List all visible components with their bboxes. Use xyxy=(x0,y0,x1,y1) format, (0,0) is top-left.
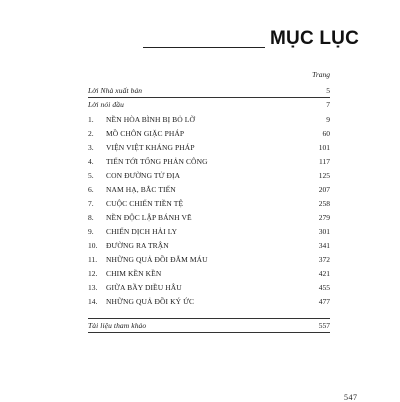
chapter-title: ĐƯỜNG RA TRẬN xyxy=(106,241,169,250)
toc-entry-title: Tài liệu tham khảo xyxy=(88,321,147,330)
chapter-title: VIỆN VIỆT KHÁNG PHÁP xyxy=(106,143,195,152)
chapter-title: GIỮA BẦY DIỀU HÂU xyxy=(106,283,182,292)
toc-entry-page: 557 xyxy=(318,321,330,330)
chapter-title: NỀN ĐỘC LẬP BÁNH VẼ xyxy=(106,213,192,222)
chapter-page: 101 xyxy=(318,143,330,152)
heading-rule xyxy=(143,47,265,48)
chapter-title: CON ĐƯỜNG TỬ ĐỊA xyxy=(106,171,181,180)
chapter-page: 60 xyxy=(322,129,330,138)
chapter-page: 258 xyxy=(318,199,330,208)
chapter-number: 7. xyxy=(88,199,94,208)
chapter-number: 4. xyxy=(88,157,94,166)
chapter-title: NHỮNG QUẢ ĐỒI ĐẪM MÁU xyxy=(106,255,208,264)
toc-entry-chapter-10[interactable] xyxy=(0,239,400,252)
chapter-title: MỒ CHÔN GIẶC PHÁP xyxy=(106,129,185,138)
chapter-title: CUỘC CHIẾN TIỀN TỆ xyxy=(106,199,184,208)
chapter-number: 14. xyxy=(88,297,98,306)
chapter-number: 6. xyxy=(88,185,94,194)
toc-entry-preface[interactable] xyxy=(0,98,400,111)
toc-entry-chapter-1[interactable] xyxy=(0,113,400,126)
toc-entry-page: 5 xyxy=(326,86,330,95)
toc-entry-chapter-8[interactable] xyxy=(0,211,400,224)
chapter-page: 207 xyxy=(318,185,330,194)
page-number: 547 xyxy=(344,393,358,402)
chapter-page: 9 xyxy=(326,115,330,124)
chapter-title: NAM HẠ, BẮC TIẾN xyxy=(106,185,176,194)
chapter-number: 10. xyxy=(88,241,98,250)
chapter-page: 477 xyxy=(318,297,330,306)
chapter-title: TIẾN TỚI TỔNG PHẢN CÔNG xyxy=(106,157,208,166)
toc-entry-chapter-13[interactable] xyxy=(0,281,400,294)
page-column-label: Trang xyxy=(312,70,330,79)
toc-entry-page: 7 xyxy=(326,100,330,109)
chapter-title: NỀN HÒA BÌNH BỊ BỎ LỠ xyxy=(106,115,195,124)
chapter-number: 11. xyxy=(88,255,98,264)
toc-entry-title: Lời Nhà xuất bản xyxy=(88,86,143,95)
divider xyxy=(88,332,330,333)
toc-entry-publisher-note[interactable] xyxy=(0,84,400,97)
chapter-number: 9. xyxy=(88,227,94,236)
toc-entry-chapter-12[interactable] xyxy=(0,267,400,280)
chapter-title: NHỮNG QUẢ ĐỒI KÝ ỨC xyxy=(106,297,195,306)
page-title: MỤC LỤC xyxy=(270,28,359,49)
toc-entry-chapter-9[interactable] xyxy=(0,225,400,238)
toc-entry-chapter-5[interactable] xyxy=(0,169,400,182)
chapter-page: 301 xyxy=(318,227,330,236)
chapter-title: CHIẾN DỊCH HẢI LY xyxy=(106,227,178,236)
chapter-page: 341 xyxy=(318,241,330,250)
chapter-page: 125 xyxy=(318,171,330,180)
toc-entry-chapter-2[interactable] xyxy=(0,127,400,140)
toc-entry-chapter-11[interactable] xyxy=(0,253,400,266)
toc-entry-chapter-6[interactable] xyxy=(0,183,400,196)
toc-entry-chapter-4[interactable] xyxy=(0,155,400,168)
toc-entry-references[interactable] xyxy=(0,319,400,332)
toc-entry-chapter-14[interactable] xyxy=(0,295,400,308)
chapter-number: 1. xyxy=(88,115,94,124)
chapter-page: 421 xyxy=(318,269,330,278)
chapter-number: 2. xyxy=(88,129,94,138)
toc-entry-chapter-3[interactable] xyxy=(0,141,400,154)
chapter-number: 8. xyxy=(88,213,94,222)
chapter-page: 279 xyxy=(318,213,330,222)
toc-entry-title: Lời nói đầu xyxy=(88,100,124,109)
chapter-page: 117 xyxy=(319,157,330,166)
chapter-number: 12. xyxy=(88,269,98,278)
chapter-number: 5. xyxy=(88,171,94,180)
chapter-number: 13. xyxy=(88,283,98,292)
chapter-number: 3. xyxy=(88,143,94,152)
chapter-page: 372 xyxy=(318,255,330,264)
chapter-title: CHIM KỀN KỀN xyxy=(106,269,162,278)
chapter-page: 455 xyxy=(318,283,330,292)
toc-entry-chapter-7[interactable] xyxy=(0,197,400,210)
